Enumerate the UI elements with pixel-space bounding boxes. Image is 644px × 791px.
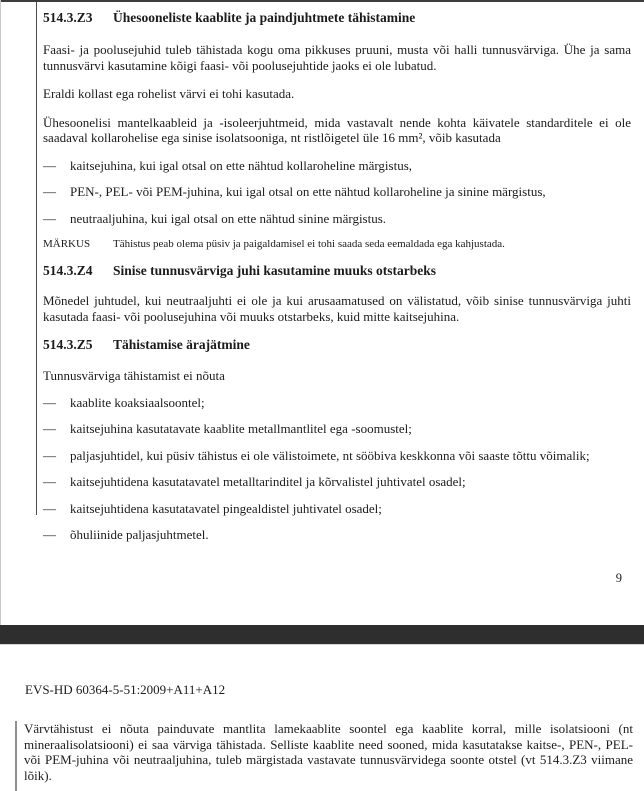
clause-number: 514.3.Z4 [43, 263, 93, 278]
page-left-edge [0, 0, 1, 626]
section-heading-z5 [43, 337, 631, 353]
amendment-change-bar-section [15, 721, 633, 791]
running-header: EVS-HD 60364-5-51:2009+A11+A12 [25, 682, 226, 697]
section-heading-z3 [43, 10, 631, 26]
bullet-dash: — [43, 500, 56, 516]
note-text: Tähistus peab olema püsiv ja paigaldamisel ei tohi saada seda eemaldada ega kahjustada. [113, 238, 505, 250]
bullet-dash: — [43, 421, 56, 436]
page-content [43, 8, 631, 554]
bullet-item [43, 184, 631, 200]
clause-number: 514.3.Z5 [43, 337, 93, 352]
paragraph: Tunnusvärviga tähistamist ei nõuta [43, 368, 225, 383]
bullet-dash: — [43, 447, 56, 463]
bullet-text: kaitsejuhtidena kasutatavatel metalltarinditel ja kõrvalistel juhtivatel osadel; [70, 474, 466, 489]
note-label: MÄRKUS [43, 238, 91, 250]
clause-number: 514.3.Z3 [43, 10, 93, 25]
page-number: 9 [615, 571, 622, 585]
page-separator-bar [0, 625, 644, 645]
revision-change-bar [36, 2, 37, 515]
bullet-text: PEN-, PEL- või PEM-juhina, kui igal otsal on ette nähtud kollaroheline ja sinine märgistus, [70, 184, 546, 199]
note-line [43, 237, 631, 251]
clause-title: Ühesooneliste kaablite ja paindjuhtmete tähistamine [113, 10, 416, 25]
bullet-item [43, 158, 631, 174]
bullet-text: neutraaljuhina, kui igal otsal on ette nähtud sinine märgistus. [70, 210, 387, 226]
bullet-text: õhuliinide paljasjuhtmetel. [70, 527, 209, 542]
page-top-rule [0, 0, 644, 2]
clause-title: Tähistamise ärajätmine [113, 337, 250, 352]
bullet-text: kaitsejuhina kasutatavate kaablite metallmantlitel ega -soomustel; [70, 421, 412, 436]
paragraph: Värvtähistust ei nõuta painduvate mantlita lamekaablite soontel ega kaablite korral, mille isolatsiooni (nt mineraalisolatsiooni) ei saa värviga tähistada. Selliste kaablite need sooned, mida kasutatakse kaitse-, PEN-, PEL- või PEM-juhina või neutraaljuhina, tuleb märgistada vastavate tunnusvärvidega soonte otstel (vt 514.3.Z3 viimane lõik). [24, 721, 633, 783]
bullet-item [43, 395, 631, 411]
bullet-item [43, 421, 631, 437]
bullet-text: kaitsejuhtidena kasutatavatel pingealdistel juhtivatel osadel; [70, 500, 382, 516]
bullet-dash: — [43, 210, 56, 226]
bullet-dash: — [43, 474, 56, 489]
section-heading-z4 [43, 263, 631, 279]
bullet-item [43, 527, 631, 543]
bullet-item [43, 474, 631, 490]
bullet-dash: — [43, 157, 56, 173]
paragraph: Ühesoonelisi mantelkaableid ja -isoleerjuhtmeid, mida vastavalt nende kohta käivatele standarditele ei ole saadaval kollarohelise ega sinise isolatsooniga, nt ristlõigetel üle 16 mm², võib kasutada [43, 114, 631, 145]
bullet-dash: — [43, 527, 56, 542]
bullet-item [43, 448, 631, 464]
bullet-dash: — [43, 394, 56, 410]
paragraph: Mõnedel juhtudel, kui neutraaljuhti ei ole ja kui arusaamatused on välistatud, võib sinise tunnusvärviga juhti kasutada faasi- või poolusejuhina või muuks otstarbeks, kuid mitte kaitsejuhina. [43, 293, 631, 324]
bullet-text: kaitsejuhina, kui igal otsal on ette nähtud kollaroheline märgistus, [70, 157, 413, 173]
paragraph: Eraldi kollast ega rohelist värvi ei tohi kasutada. [43, 86, 295, 101]
bullet-text: paljasjuhtidel, kui püsiv tähistus ei ole välistoimete, nt sööbiva keskkonna või saaste tõttu võimalik; [70, 447, 590, 463]
bullet-dash: — [43, 184, 56, 199]
bullet-item [43, 501, 631, 517]
paragraph: Faasi- ja poolusejuhid tuleb tähistada kogu oma pikkuses pruuni, musta või halli tunnusvärviga. Ühe ja sama tunnusvärvi kasutamine kõigi faasi- või poolusejuhtide jaoks ei ole lubatud. [43, 42, 631, 73]
clause-title: Sinise tunnusvärviga juhi kasutamine muuks otstarbeks [113, 263, 436, 278]
bullet-item [43, 211, 631, 227]
bullet-text: kaablite koaksiaalsoontel; [70, 394, 205, 410]
